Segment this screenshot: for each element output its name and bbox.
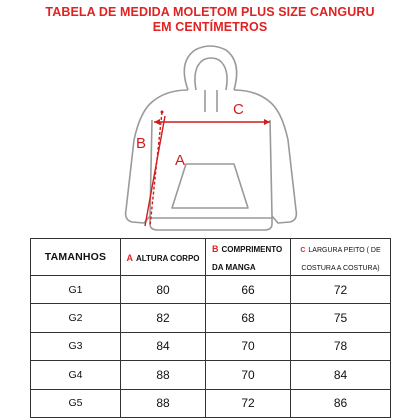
measure-a-line [145, 116, 165, 226]
header-altura-corpo: A ALTURA CORPO [121, 239, 206, 276]
measure-a-label: A [175, 152, 186, 169]
hood-inner [195, 58, 227, 90]
hoodie-illustration [110, 40, 310, 238]
cell-manga: 68 [206, 304, 291, 332]
cell-manga: 70 [206, 361, 291, 389]
cell-altura: 88 [121, 389, 206, 417]
cell-size: G5 [31, 389, 121, 417]
header-largura-peito: C LARGURA PEITO ( DE COSTURA A COSTURA) [291, 239, 391, 276]
header-tamanhos: TAMANHOS [31, 239, 121, 276]
cell-peito: 86 [291, 389, 391, 417]
pocket [172, 164, 248, 208]
table-row [31, 332, 391, 360]
cell-manga: 66 [206, 276, 291, 304]
measure-c-arrow-right [264, 119, 270, 125]
right-side-seam [270, 120, 272, 216]
cell-altura: 80 [121, 276, 206, 304]
cell-manga: 70 [206, 332, 291, 360]
table-row [31, 389, 391, 417]
chart-title: TABELA DE MEDIDA MOLETOM PLUS SIZE CANGURU [45, 5, 375, 19]
table-row [31, 304, 391, 332]
cell-size: G4 [31, 361, 121, 389]
left-side-seam [150, 120, 152, 216]
cell-manga: 72 [206, 389, 291, 417]
cell-altura: 84 [121, 332, 206, 360]
chart-subtitle: EM CENTÍMETROS [152, 20, 268, 34]
table-row [31, 276, 391, 304]
measure-b-label: B [136, 135, 147, 152]
cell-peito: 78 [291, 332, 391, 360]
hood-outline [184, 46, 236, 90]
measure-c-label: C [233, 101, 244, 118]
cell-size: G2 [31, 304, 121, 332]
measure-c-arrow-left [154, 119, 160, 125]
table-header-row [31, 239, 391, 276]
cell-size: G1 [31, 276, 121, 304]
cell-size: G3 [31, 332, 121, 360]
header-comprimento-manga: B COMPRIMENTO DA MANGA [206, 239, 291, 276]
cell-peito: 72 [291, 276, 391, 304]
cell-peito: 75 [291, 304, 391, 332]
cell-altura: 82 [121, 304, 206, 332]
cell-altura: 88 [121, 361, 206, 389]
table-row [31, 361, 391, 389]
size-table [30, 238, 391, 418]
cell-peito: 84 [291, 361, 391, 389]
